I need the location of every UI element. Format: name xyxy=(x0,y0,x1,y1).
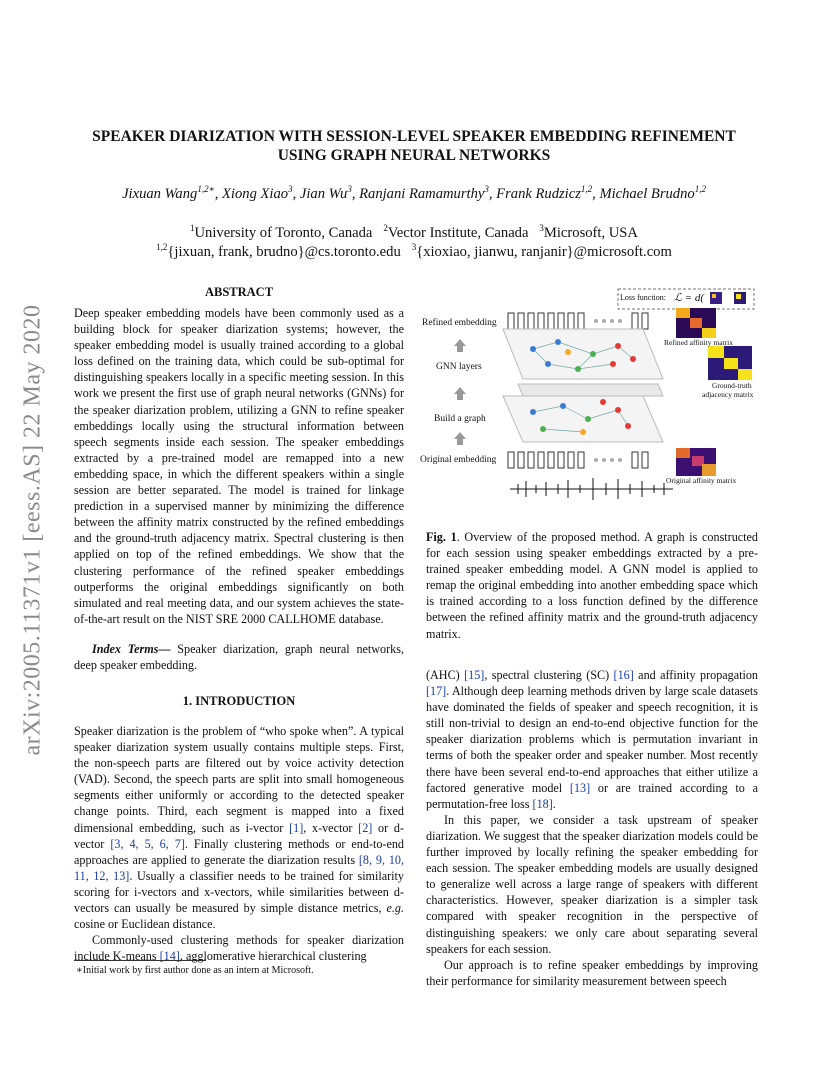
footnote: ∗Initial work by first author done as an intern at Microsoft. xyxy=(76,965,314,976)
ellipsis-dots xyxy=(594,319,622,323)
original-embedding-vectors xyxy=(508,452,648,468)
audio-waveform xyxy=(510,478,673,500)
original-embedding-label: Original embedding xyxy=(420,455,497,465)
intro-paragraph-2: Commonly-used clustering methods for speaker diarization include K-means [14], agglomerative hierarchical clustering xyxy=(74,933,404,964)
citation-link[interactable]: [8, 9, 10, 11, 12, 13] xyxy=(74,852,405,883)
index-terms: Index Terms— Speaker diarization, graph neural networks, deep speaker embedding. xyxy=(74,642,404,673)
abstract-body: Deep speaker embedding models have been commonly used as a building block for speaker diarization systems; however, the speaker embedding model is usually trained according to a global loss defined on the training data, which could be sub-optimal for distinguishing speakers locally in a specific meeting session. In this work we present the first use of graph neural networks (GNNs) for the speaker diarization problem, utilizing a GNN to refine speaker embeddings locally using the structural information between speech segments inside each session. The speaker embeddings extracted by a pre-trained model are remapped into a new embedding space, in which the different speakers within a single session are better separated. The model is trained for linkage prediction in a supervised manner by minimizing the difference between the affinity matrix constructed by the refined embeddings and the ground-truth adjacency matrix. Spectral clustering is then applied on top of the refined embeddings. We show that the clustering performance of the refined speaker embeddings outperforms the original embeddings significantly on both simulated and real meeting data, and our system achieves the state-of-the-art result on the NIST SRE 2000 CALLHOME database. xyxy=(74,306,404,626)
right-paragraph-2: In this paper, we consider a task upstream of speaker diarization. We suggest that the speaker diarization models could be further improved by locally refining the speaker embedding for each session. The speaker embedding models are usually designed to generalize well across a large range of speakers with different characteristics. However, speaker diarization is a simpler task compared with speaker recognition in the perspective of distinguishing speakers: we only care about separating several speakers for each session. xyxy=(426,812,758,956)
right-paragraph-1: (AHC) [15], spectral clustering (SC) [16] and affinity propagation [17]. Although deep learning methods driven by large scale datasets have dominated the fields of speaker and speech recognition, it is still non-trivial to design an end-to-end objective function for the speaker diarization problems which is permutation invariant in terms of both the speaker order and speaker number. Most recently there have been several end-to-end approaches that either utilize a factored generative model [13] or are trained according to a permutation-free loss [18]. xyxy=(426,668,758,811)
original-affinity-label: Original affinity matrix xyxy=(666,476,737,485)
arxiv-identifier: arXiv:2005.11371v1 [eess.AS] 22 May 2020 xyxy=(19,304,46,756)
loss-formula: ℒ = d( xyxy=(674,292,705,304)
title-line-2: USING GRAPH NEURAL NETWORKS xyxy=(277,147,551,164)
ground-truth-label-1: Ground-truth xyxy=(712,381,752,390)
ground-truth-matrix xyxy=(708,346,752,380)
footnote-rule xyxy=(74,960,206,961)
right-column-body xyxy=(426,667,758,989)
intro-paragraph-1: Speaker diarization is the problem of “who spoke when”. A typical speaker diarization system usually contains multiple steps. First, the non-speech parts are filtered out by voice activity detection (VAD). Second, the speech parts are split into small homogeneous segments either uniformly or according to the detected speaker change points. Third, each segment is mapped into a fixed dimensional embedding, such as i-vector [1], x-vector [2] or d-vector [3, 4, 5, 6, 7]. Finally clustering methods or end-to-end approaches are applied to generate the diarization results [8, 9, 10, 11, 12, 13]. Usually a classifier needs to be trained for similarity scoring for i-vectors and x-vectors, while similarities between d-vectors can usually be measured by simple distance metrics, e.g. cosine or Euclidean distance. xyxy=(74,724,405,932)
intro-body xyxy=(74,723,404,964)
citation-link[interactable]: [16] xyxy=(613,668,634,682)
original-graph-plane xyxy=(503,396,663,442)
refined-embedding-vectors xyxy=(508,313,648,329)
refined-affinity-label: Refined affinity matrix xyxy=(664,338,734,347)
gnn-layers-label: GNN layers xyxy=(436,362,482,372)
refined-embedding-label: Refined embedding xyxy=(422,318,497,328)
author-list: Jixuan Wang$^{1,2∗}$, Xiong Xiao$^3$, Jian Wu$^3$, Ranjani Ramamurthy$^3$, Frank Rudzicz$^{1,2}$, Michael Brudno$^{1,2}$ xyxy=(122,184,706,202)
citation-link[interactable]: [3, 4, 5, 6, 7] xyxy=(110,836,185,851)
citation-link[interactable]: [14] xyxy=(159,949,180,964)
figure-1 xyxy=(418,284,763,504)
loss-function-label: Loss function: xyxy=(620,293,666,302)
paper-title xyxy=(80,127,748,165)
citation-link[interactable]: [15] xyxy=(464,668,485,682)
citation-link[interactable]: [13] xyxy=(569,780,591,795)
author-emails: $^{1,2}${jixuan, frank, brudno}@cs.toronto.edu $^3${xioxiao, jianwu, ranjanir}@microsoft.com xyxy=(156,242,672,260)
figure-caption: Fig. 1. Overview of the proposed method. A graph is constructed for each session using speaker embeddings extracted by a pre-trained speaker embedding model. A GNN model is applied to remap the original embedding into another embedding space which is trained according to a loss function defined by the difference between the refined affinity matrix and the ground-truth adjacency matrix. xyxy=(426,530,759,641)
refined-graph-plane xyxy=(503,329,663,379)
intro-heading: 1. INTRODUCTION xyxy=(182,694,296,708)
build-graph-label: Build a graph xyxy=(434,414,486,424)
abstract-heading: ABSTRACT xyxy=(204,285,274,299)
refined-affinity-matrix xyxy=(676,308,716,338)
title-line-1: SPEAKER DIARIZATION WITH SESSION-LEVEL SPEAKER EMBEDDING REFINEMENT xyxy=(92,128,736,145)
citation-link[interactable]: [18] xyxy=(532,796,553,811)
citation-link[interactable]: [1] xyxy=(289,820,304,835)
right-paragraph-3: Our approach is to refine speaker embeddings by improving their performance for similarity measurement between speech xyxy=(426,957,758,988)
citation-link[interactable]: [2] xyxy=(358,820,373,835)
flow-arrows xyxy=(454,339,466,445)
citation-link[interactable]: [17] xyxy=(426,684,447,699)
affiliations: $^1$University of Toronto, Canada $^2$Vector Institute, Canada $^3$Microsoft, USA xyxy=(190,223,638,241)
ground-truth-label-2: adjacency matrix xyxy=(702,390,754,399)
original-affinity-matrix xyxy=(676,448,716,476)
